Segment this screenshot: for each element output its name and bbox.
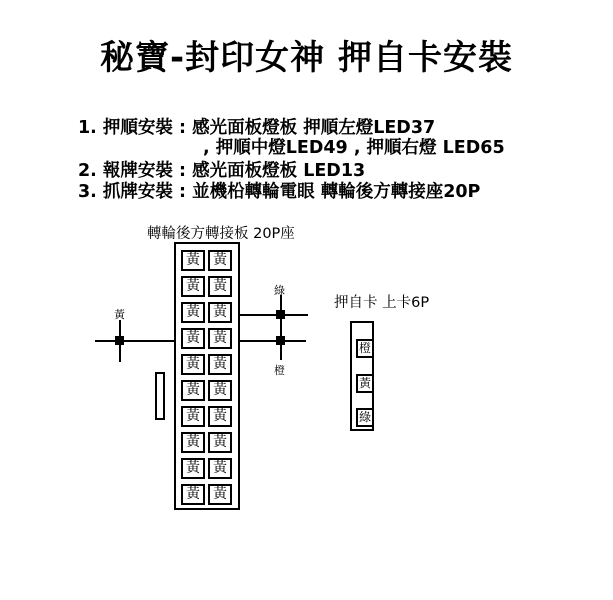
yellow-wire-label: 黃 [114,308,125,321]
connector-pin: 黃 [208,328,232,349]
orange-wire-node [276,336,285,345]
yellow-wire-left [95,340,174,342]
orange-wire [240,340,306,342]
connector-pin: 黃 [208,302,232,323]
orange-wire-label: 橙 [274,364,285,377]
instruction-1-continued: , 押順中燈LED49 , 押順右燈 LED65 [203,138,505,158]
connector-pin: 黃 [208,458,232,479]
connector-label: 轉輪後方轉接板 20P座 [147,226,295,242]
connector-pin: 黃 [208,406,232,427]
card-pin-green: 綠 [356,408,374,427]
connector-pin: 黃 [208,432,232,453]
connector-pin: 黃 [181,250,205,271]
yellow-wire-node [115,336,124,345]
connector-pin: 黃 [181,432,205,453]
green-wire-node [276,310,285,319]
card-pin-yellow: 黃 [356,374,374,393]
connector-pin: 黃 [181,458,205,479]
connector-pin: 黃 [181,302,205,323]
connector-pin: 黃 [181,276,205,297]
instruction-1: 1. 押順安裝 : 感光面板燈板 押順左燈LED37 [78,118,436,138]
card-pin-orange: 橙 [356,339,374,358]
instruction-2: 2. 報牌安裝 : 感光面板燈板 LED13 [78,161,366,181]
instruction-3: 3. 抓牌安裝 : 並機柗轉輪電眼 轉輪後方轉接座20P [78,182,481,202]
page-title: 秘寶-封印女神 押自卡安裝 [100,38,513,78]
green-wire-label: 綠 [274,284,285,297]
green-wire [240,314,308,316]
connector-pin: 黃 [208,380,232,401]
connector-pin: 黃 [181,328,205,349]
connector-pin: 黃 [208,354,232,375]
connector-pin: 黃 [181,484,205,505]
connector-pin: 黃 [208,484,232,505]
connector-pin: 黃 [208,276,232,297]
card-label: 押自卡 上卡6P [334,295,430,311]
connector-pin: 黃 [181,354,205,375]
connector-pin: 黃 [181,406,205,427]
connector-pin: 黃 [181,380,205,401]
connector-key-tab [155,372,165,420]
connector-pin: 黃 [208,250,232,271]
